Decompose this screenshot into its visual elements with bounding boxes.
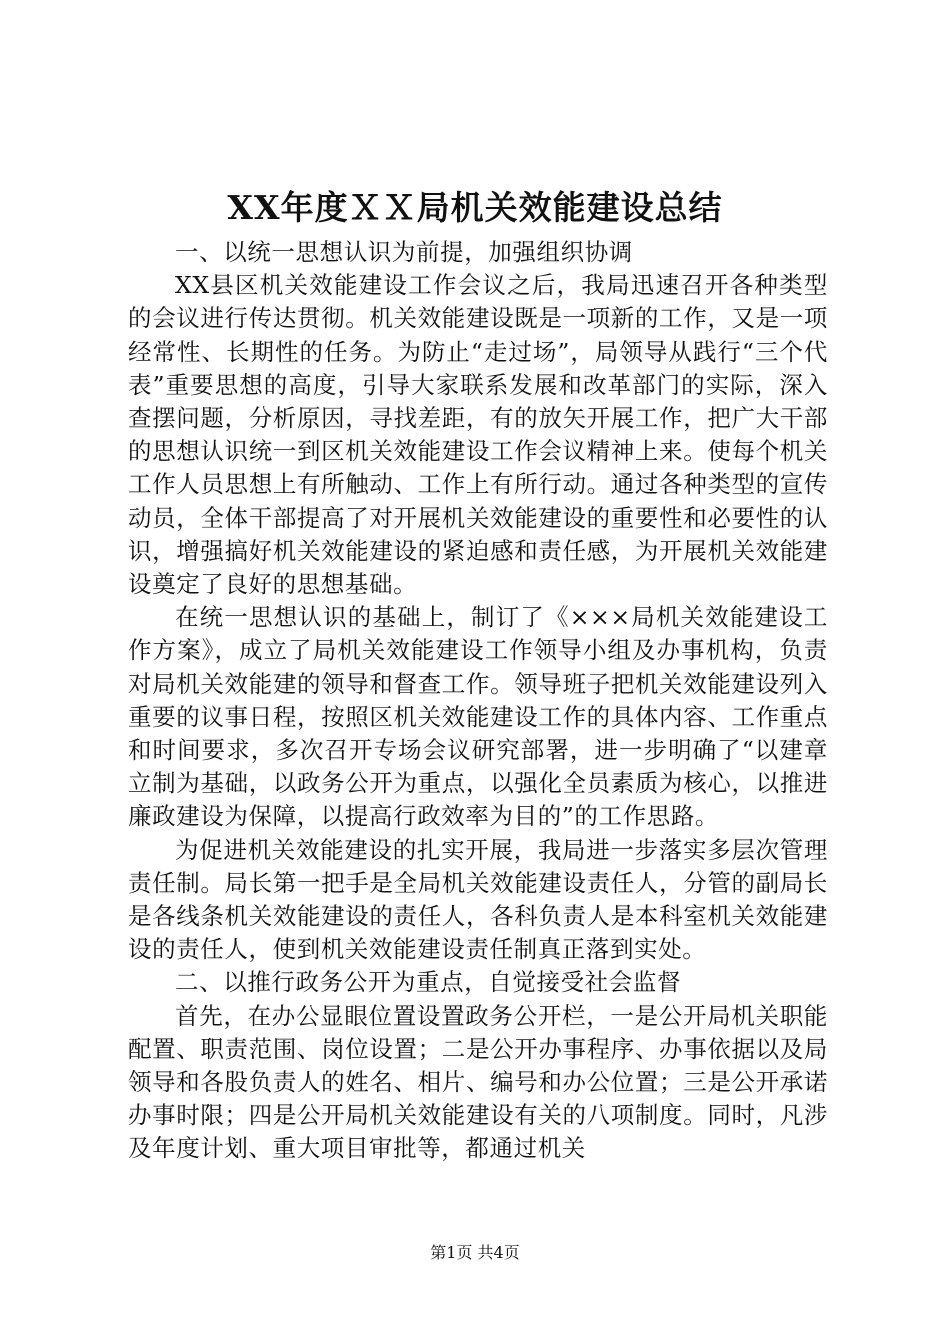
paragraph-1: XX县区机关效能建设工作会议之后，我局迅速召开各种类型的会议进行传达贯彻。机关效能建设既是一项新的工作，又是一项经常性、长期性的任务。为防止“走过场”，局领导从践行“三个代表”重要思想的高度，引导大家联系发展和改革部门的实际，深入查摆问题，分析原因，寻找差距，有的放矢开展工作，把广大干部的思想认识统一到区机关效能建设工作会议精神上来。使每个机关工作人员思想上有所触动、工作上有所行动。通过各种类型的宣传动员，全体干部提高了对开展机关效能建设的重要性和必要性的认识，增强搞好机关效能建设的紧迫感和责任感，为开展机关效能建设奠定了良好的思想基础。	[128, 271, 828, 599]
document-body	[128, 236, 828, 1166]
paragraph-4: 首先，在办公显眼位置设置政务公开栏，一是公开局机关职能配置、职责范围、岗位设置；二是公开办事程序、办事依据以及局领导和各股负责人的姓名、相片、编号和办公位置；三是公开承诺办事时限；四是公开局机关效能建设有关的八项制度。同时，凡涉及年度计划、重大项目审批等，都通过机关	[128, 1001, 828, 1163]
paragraph-3: 为促进机关效能建设的扎实开展，我局进一步落实多层次管理责任制。局长第一把手是全局机关效能建设责任人，分管的副局长是各线条机关效能建设的责任人，各科负责人是本科室机关效能建设的责任人，使到机关效能建设责任制真正落到实处。	[128, 835, 828, 964]
section-heading-2: 二、以推行政务公开为重点，自觉接受社会监督	[175, 968, 682, 997]
section-heading-1: 一、以统一思想认识为前提，加强组织协调	[175, 238, 633, 266]
page-footer: 第1页 共4页	[430, 1243, 520, 1262]
paragraph-2: 在统一思想认识的基础上，制订了《×××局机关效能建设工作方案》，成立了局机关效能建设工作领导小组及办事机构，负责对局机关效能建的领导和督查工作。领导班子把机关效能建设列入重要的议事日程，按照区机关效能建设工作的具体内容、工作重点和时间要求，多次召开专场会议研究部署，进一步明确了“以建章立制为基础，以政务公开为重点，以强化全员素质为核心，以推进廉政建设为保障，以提高行政效率为目的”的工作思路。	[128, 603, 828, 831]
document-title: XX年度ＸＸ局机关效能建设总结	[227, 188, 723, 227]
